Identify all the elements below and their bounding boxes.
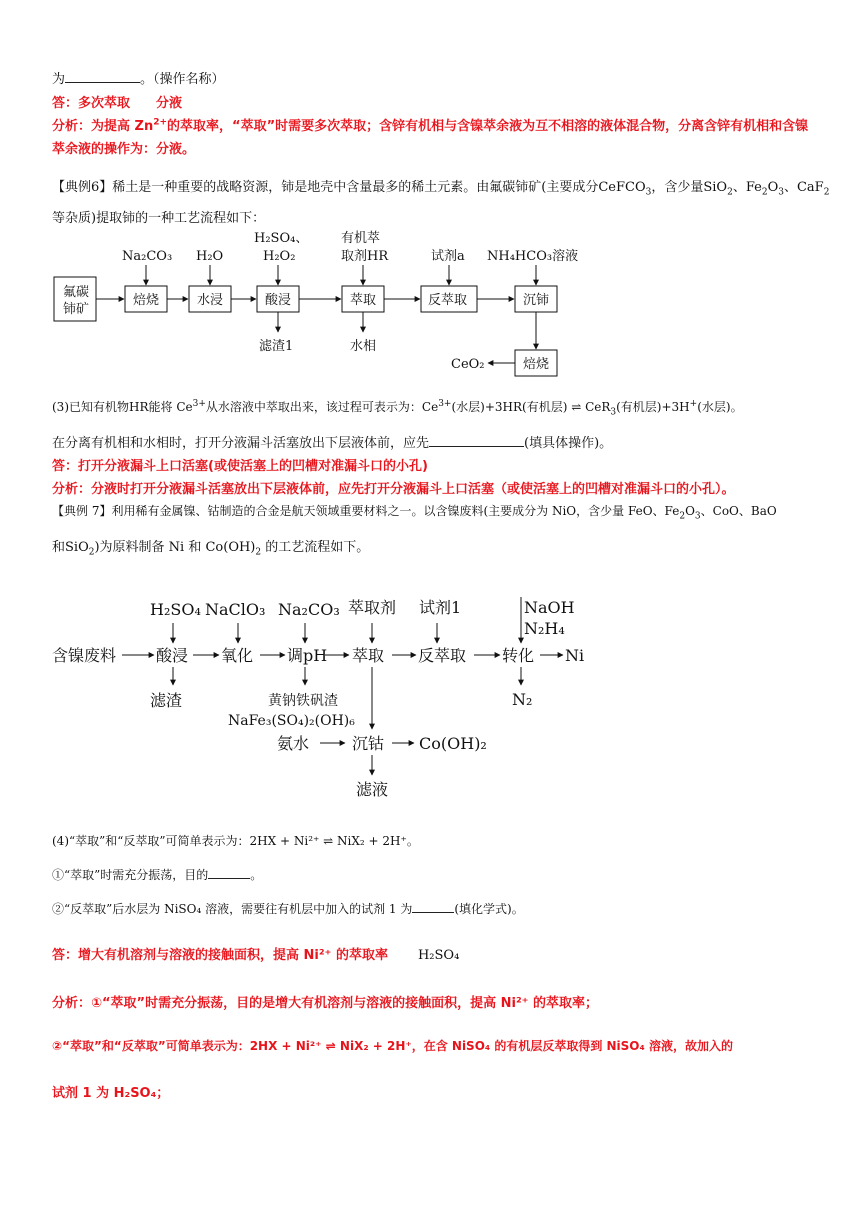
ex6-q3: (3)已知有机物HR能将 $Ce^{3+}$从水溶液中萃取出来，该过程可表示为：$Ce^{3+}$(水层)+3HR(有机层) ⇌ CeR$_3$(有机层)+3H+(水层)。 (52, 399, 743, 418)
output-n2: N₂ (512, 690, 533, 709)
ex6-intro: 【典例6】稀土是一种重要的战略资源，铈是地壳中含量最多的稀土元素。由氟碳铈矿(主要成分CeFCO$_3$，含少量SiO$_2$、$Fe_2O_3$、CaF$_2$ (52, 180, 830, 198)
reagent-na2co3: Na₂CO₃ (122, 249, 173, 264)
ex7-q4: (4)“萃取”和“反萃取”可简单表示为：2HX + Ni²⁺ ⇌ NiX₂ + 2H⁺。 (52, 834, 419, 848)
step-adjust-ph: 调pH (287, 646, 328, 665)
reagent-hr-2: 取剂HR (341, 249, 389, 264)
reagent-ammonia: 氨水 (277, 734, 310, 753)
label-roast2: 焙烧 (523, 357, 550, 372)
output-aqueous: 水相 (350, 339, 377, 354)
step-oxidize: 氧化 (221, 646, 254, 665)
ex6-q3-cont: 在分离有机相和水相时，打开分液漏斗活塞放出下层液体前，应先 (填具体操作)。 (52, 436, 613, 451)
answer-blank (412, 900, 454, 913)
ex7-analysis-1: 分析：①“萃取”时需充分振荡，目的是增大有机溶剂与溶液的接触面积，提高 Ni²⁺ 的萃取率； (52, 996, 599, 1011)
label-ore-2: 铈矿 (63, 302, 90, 317)
output-jarosite: 黄钠铁矾渣 (268, 693, 338, 709)
ex6-intro-cont: 等杂质)提取铈的一种工艺流程如下： (52, 211, 266, 226)
product-co-oh2: Co(OH)₂ (419, 734, 487, 753)
ex7-analysis-3: 试剂 1 为 H₂SO₄； (52, 1086, 170, 1101)
output-jarosite-formula: NaFe₃(SO₄)₂(OH)₆ (228, 713, 355, 729)
q1-prompt: 为 。（操作名称） (52, 72, 225, 87)
reagent-n2h4: N₂H₄ (524, 619, 565, 638)
reagent-h2o2: H₂O₂ (263, 249, 296, 264)
ex7-q4-1: ①“萃取”时需充分振荡，目的 。 (52, 868, 263, 882)
reagent-h2so4: H₂SO₄ (150, 600, 201, 619)
ex7-q4-2: ②“反萃取”后水层为 NiSO₄ 溶液，需要往有机层中加入的试剂 1 为 (填化学式)。 (52, 902, 524, 916)
ex6-answer: 答：打开分液漏斗上口活塞(或使活塞上的凹槽对准漏斗口的小孔) (52, 459, 428, 474)
reagent-nh4hco3: NH₄HCO₃溶液 (487, 249, 579, 264)
q1-analysis-cont: 萃余液的操作为：分液。 (52, 142, 196, 157)
reagent-1: 试剂1 (419, 598, 462, 617)
output-residue: 滤渣 (150, 691, 183, 710)
label-acid-leach: 酸浸 (265, 293, 292, 308)
label-ore-1: 氟碳 (63, 285, 90, 300)
reagent-naoh: NaOH (524, 598, 575, 617)
label-precip: 沉铈 (523, 293, 550, 308)
output-filtrate: 滤液 (356, 780, 389, 799)
output-residue1: 滤渣1 (259, 339, 294, 354)
reagent-a: 试剂a (431, 249, 465, 264)
answer-blank (208, 866, 250, 879)
ex7-intro: 【典例 7】利用稀有金属镍、钴制造的合金是航天领域重要材料之一。以含镍废料(主要成分为 NiO，含少量 FeO、$Fe_2O_3$、CoO、BaO (52, 504, 777, 522)
q1-analysis: 分析：为提高 $Zn^{2+}$的萃取率，“萃取”时需要多次萃取；含锌有机相与含镍萃余液为互不相溶的液体混合物，分离含锌有机相和含镍 (52, 117, 809, 134)
ex7-answer: 答：增大有机溶剂与溶液的接触面积，提高 Ni²⁺ 的萃取率 H₂SO₄ (52, 948, 460, 963)
label-roast: 焙烧 (133, 293, 160, 308)
ex6-analysis: 分析：分液时打开分液漏斗活塞放出下层液体前，应先打开分液漏斗上口活塞（或使活塞上的凹槽对准漏斗口的小孔）。 (52, 482, 735, 497)
label-extract: 萃取 (350, 293, 377, 308)
label-back-extract: 反萃取 (428, 293, 468, 308)
q1-answer: 答：多次萃取 分液 (52, 96, 183, 111)
step-extract: 萃取 (352, 646, 385, 665)
ex7-intro-cont: 和SiO$_2$)为原料制备 Ni 和 $Co(OH)_2$ 的工艺流程如下。 (52, 540, 370, 558)
reagent-h2o: H₂O (196, 249, 224, 264)
start-waste: 含镍废料 (52, 646, 117, 665)
reagent-na2co3: Na₂CO₃ (278, 600, 340, 619)
ex7-analysis-2: ②“萃取”和“反萃取”可简单表示为：2HX + Ni²⁺ ⇌ NiX₂ + 2H⁺，在含 NiSO₄ 的有机层反萃取得到 NiSO₄ 溶液，故加入的 (52, 1039, 733, 1053)
label-water-leach: 水浸 (197, 293, 224, 308)
reagent-extractant: 萃取剂 (348, 598, 397, 617)
product-ceo2: CeO₂ (451, 357, 485, 372)
step-back-extract: 反萃取 (418, 646, 467, 665)
reagent-hr-1: 有机萃 (341, 231, 381, 246)
reagent-naclo3: NaClO₃ (205, 600, 266, 619)
step-precip-co: 沉钴 (352, 734, 385, 753)
step-convert: 转化 (502, 646, 535, 665)
reagent-h2so4: H₂SO₄、 (254, 231, 309, 246)
step-acid-leach: 酸浸 (156, 646, 189, 665)
product-ni: Ni (565, 646, 585, 665)
